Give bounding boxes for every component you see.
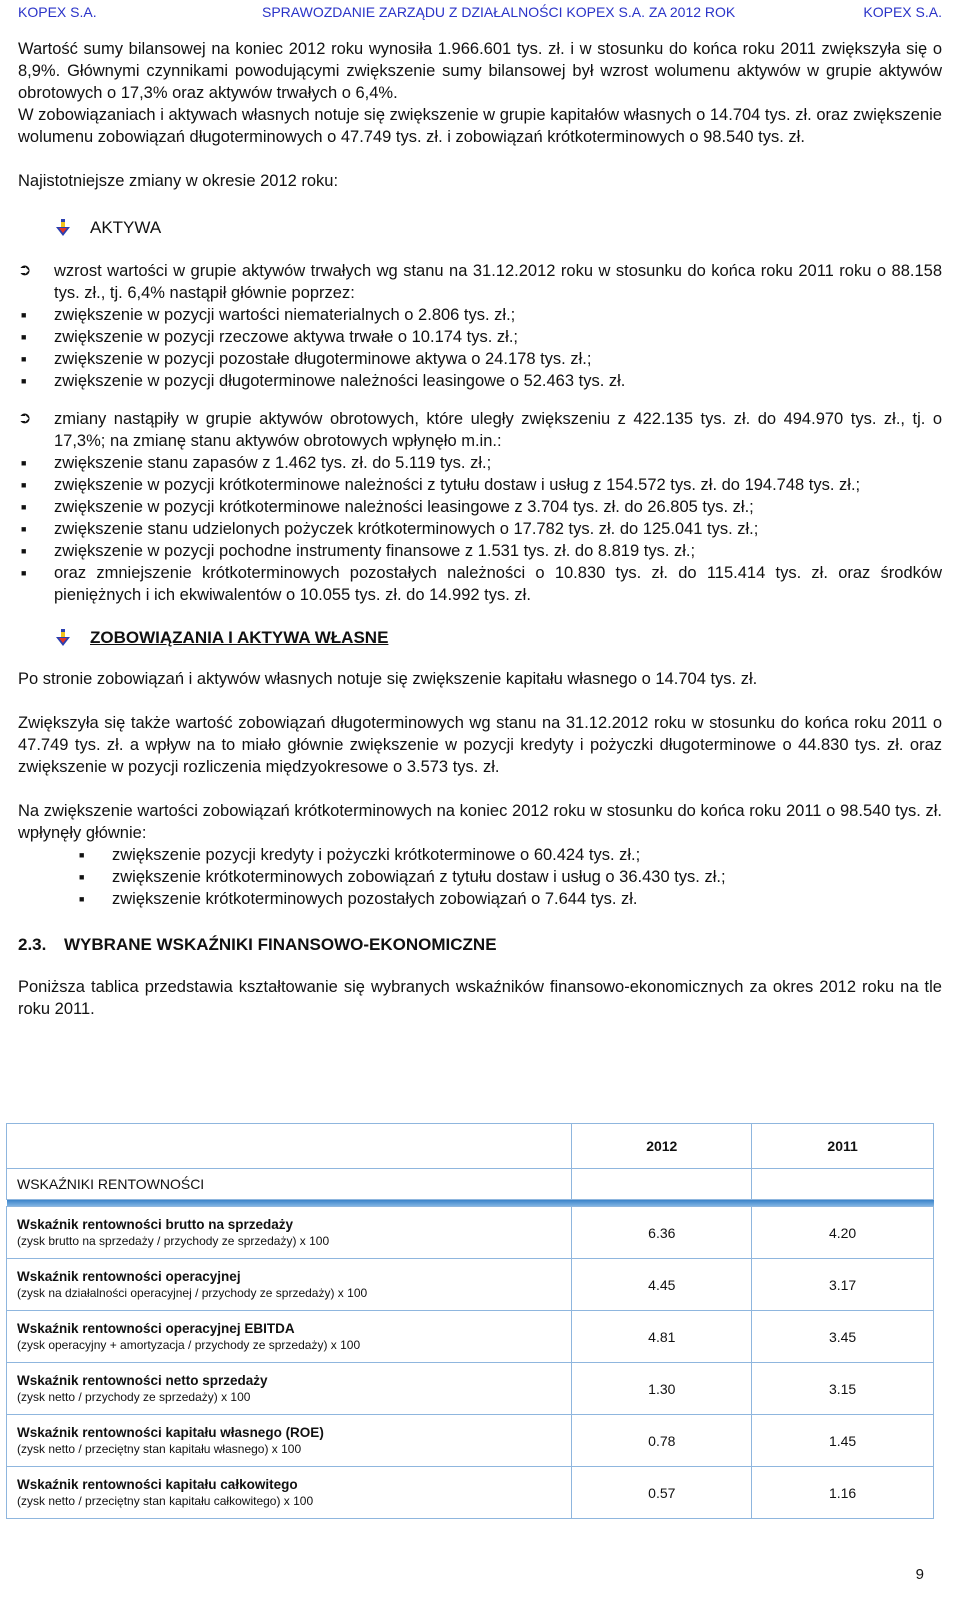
list-item: ■ zwiększenie w pozycji krótkoterminowe należności z tytułu dostaw i usług z 154.572 tys. zł. do 194.748 tys. zł.;: [18, 474, 942, 496]
list-item: ■ zwiększenie w pozycji krótkoterminowe należności leasingowe z 3.704 tys. zł. do 26.805 tys. zł.;: [18, 496, 942, 518]
list-item: ■ zwiększenie stanu zapasów z 1.462 tys. zł. do 5.119 tys. zł.;: [18, 452, 942, 474]
value-2012: 6.36: [572, 1207, 752, 1259]
table-row: [7, 1415, 934, 1467]
square-bullet-icon: ■: [21, 480, 27, 490]
indicator-formula: (zysk brutto na sprzedaży / przychody ze sprzedaży) x 100: [17, 1233, 330, 1248]
section-zobowiazania-heading: [56, 624, 942, 652]
aktywa-group-1: [18, 260, 942, 392]
indicator-name: Wskaźnik rentowności brutto na sprzedaży: [17, 1216, 294, 1232]
list-item: ■ zwiększenie w pozycji wartości niematerialnych o 2.806 tys. zł.;: [18, 304, 942, 326]
value-2011: 3.15: [752, 1363, 934, 1415]
zobowiazania-paragraph-2: Zwiększyła się także wartość zobowiązań długoterminowych wg stanu na 31.12.2012 roku w stosunku do końca roku 2011 o 47.749 tys. zł. a wpływ na to miało głównie zwiększenie w pozycji kredyty i pożyczki długoterminowe o 44.830 tys. zł. oraz zwiększenie w pozycji rozliczenia międzyokresowe o 3.573 tys. zł.: [18, 714, 942, 776]
intro-paragraph-3: Najistotniejsze zmiany w okresie 2012 roku:: [18, 172, 339, 190]
indicator-formula: (zysk netto / przeciętny stan kapitału całkowitego) x 100: [17, 1493, 314, 1508]
indicator-name: Wskaźnik rentowności kapitału własnego (ROE): [17, 1424, 324, 1440]
square-bullet-icon: ■: [79, 894, 85, 904]
list-item: ■ zwiększenie w pozycji pochodne instrumenty finansowe z 1.531 tys. zł. do 8.819 tys. zł.;: [18, 540, 942, 562]
square-bullet-icon: ■: [79, 872, 85, 882]
list-item: ■ zwiększenie w pozycji rzeczowe aktywa trwałe o 10.174 tys. zł.;: [18, 326, 942, 348]
indicator-name: Wskaźnik rentowności operacyjnej EBITDA: [17, 1320, 295, 1336]
indicator-name: Wskaźnik rentowności netto sprzedaży: [17, 1372, 268, 1388]
intro-paragraph-2: W zobowiązaniach i aktywach własnych notuje się zwiększenie w grupie kapitałów własnych o 14.704 tys. zł. oraz zwiększenie wolumenu zobowiązań długoterminowych o 47.749 tys. zł. i zobowiązań krótkoterminowych o 98.540 tys. zł.: [18, 106, 942, 146]
section-aktywa-heading: [56, 214, 942, 242]
section-zobowiazania-title: ZOBOWIĄZANIA I AKTYWA WŁASNE: [90, 628, 389, 647]
category-blank-cell: [572, 1169, 752, 1200]
list-item: ■ oraz zmniejszenie krótkoterminowych pozostałych należności o 10.830 tys. zł. do 115.414 tys. zł. oraz środków pieniężnych i ich ekwiwalentów o 10.055 tys. zł. do 14.992 tys. zł.: [18, 562, 942, 606]
table-row: [7, 1467, 934, 1519]
square-bullet-icon: ■: [21, 502, 27, 512]
value-2012: 4.81: [572, 1311, 752, 1363]
page-header: [0, 0, 960, 24]
table-row: [7, 1207, 934, 1259]
table-row: [7, 1363, 934, 1415]
section-2-3-intro: Poniższa tablica przedstawia kształtowanie się wybranych wskaźników finansowo-ekonomicznych za okres 2012 roku na tle roku 2011.: [18, 978, 942, 1018]
hook-arrow-icon: ➲: [18, 262, 32, 279]
year-2011-header: 2011: [752, 1124, 934, 1169]
aktywa-group-1-text: wzrost wartości w grupie aktywów trwałych wg stanu na 31.12.2012 roku w stosunku do końca roku 2011 roku o 88.158 tys. zł., tj. 6,4% nastąpił głównie poprzez:: [54, 262, 942, 302]
list-item: ■ zwiększenie krótkoterminowych pozostałych zobowiązań o 7.644 tys. zł.: [76, 888, 942, 910]
indicators-table: [6, 1123, 934, 1519]
document-body: [18, 38, 942, 1020]
value-2011: 4.20: [752, 1207, 934, 1259]
indicator-name: Wskaźnik rentowności kapitału całkowitego: [17, 1476, 298, 1492]
table-row: [7, 1311, 934, 1363]
value-2011: 1.45: [752, 1415, 934, 1467]
category-band: [7, 1200, 934, 1207]
value-2011: 3.17: [752, 1259, 934, 1311]
page-number: 9: [915, 1566, 924, 1583]
hook-arrow-icon: ➲: [18, 410, 32, 427]
category-label: WSKAŹNIKI RENTOWNOŚCI: [7, 1169, 572, 1200]
table-row: [7, 1259, 934, 1311]
list-item: ■ zwiększenie w pozycji pozostałe długoterminowe aktywa o 24.178 tys. zł.;: [18, 348, 942, 370]
zobowiazania-list: [76, 844, 942, 910]
value-2012: 1.30: [572, 1363, 752, 1415]
zobowiazania-paragraph-1: Po stronie zobowiązań i aktywów własnych notuje się zwiększenie kapitału własnego o 14.704 tys. zł.: [18, 670, 758, 688]
section-title: WYBRANE WSKAŹNIKI FINANSOWO-EKONOMICZNE: [64, 935, 497, 954]
value-2012: 0.78: [572, 1415, 752, 1467]
down-arrow-icon: [56, 629, 70, 647]
intro-paragraph-1: Wartość sumy bilansowej na koniec 2012 roku wynosiła 1.966.601 tys. zł. i w stosunku do końca roku 2011 zwiększyła się o 8,9%. Głównymi czynnikami powodującymi zwiększenie sumy bilansowej był wzrost wolumenu aktywów w grupie aktywów obrotowych o 17,3% oraz aktywów trwałych o 6,4%.: [18, 40, 942, 102]
section-aktywa-title: AKTYWA: [90, 218, 162, 237]
list-item: ■ zwiększenie krótkoterminowych zobowiązań z tytułu dostaw i usług o 36.430 tys. zł.;: [76, 866, 942, 888]
header-title: SPRAWOZDANIE ZARZĄDU Z DZIAŁALNOŚCI KOPEX S.A. ZA 2012 ROK: [262, 4, 736, 20]
square-bullet-icon: ■: [21, 354, 27, 364]
square-bullet-icon: ■: [21, 332, 27, 342]
value-2012: 0.57: [572, 1467, 752, 1519]
value-2011: 1.16: [752, 1467, 934, 1519]
aktywa-group-2-text: zmiany nastąpiły w grupie aktywów obrotowych, które uległy zwiększeniu z 422.135 tys. zł. do 494.970 tys. zł., tj. o 17,3%; na zmianę stanu aktywów obrotowych wpłynęło m.in.:: [54, 410, 942, 450]
value-2011: 3.45: [752, 1311, 934, 1363]
indicator-name: Wskaźnik rentowności operacyjnej: [17, 1268, 241, 1284]
header-blank-cell: [7, 1124, 572, 1169]
section-2-3-heading: [18, 934, 942, 956]
header-right: KOPEX S.A.: [863, 4, 942, 20]
category-blank-cell: [752, 1169, 934, 1200]
square-bullet-icon: ■: [79, 850, 85, 860]
zobowiazania-paragraph-3: Na zwiększenie wartości zobowiązań krótkoterminowych na koniec 2012 roku w stosunku do końca roku 2011 o 98.540 tys. zł. wpłynęły głównie:: [18, 802, 942, 842]
down-arrow-icon: [56, 219, 70, 237]
square-bullet-icon: ■: [21, 568, 27, 578]
header-left: KOPEX S.A.: [18, 4, 97, 20]
indicator-formula: (zysk na działalności operacyjnej / przychody ze sprzedaży) x 100: [17, 1285, 368, 1300]
list-item: ■ zwiększenie pozycji kredyty i pożyczki krótkoterminowe o 60.424 tys. zł.;: [76, 844, 942, 866]
aktywa-group-2: [18, 408, 942, 606]
value-2012: 4.45: [572, 1259, 752, 1311]
square-bullet-icon: ■: [21, 524, 27, 534]
square-bullet-icon: ■: [21, 458, 27, 468]
indicator-formula: (zysk netto / przeciętny stan kapitału własnego) x 100: [17, 1441, 302, 1456]
square-bullet-icon: ■: [21, 310, 27, 320]
section-number: 2.3.: [18, 935, 47, 954]
list-item: ■ zwiększenie w pozycji długoterminowe należności leasingowe o 52.463 tys. zł.: [18, 370, 942, 392]
square-bullet-icon: ■: [21, 376, 27, 386]
indicator-formula: (zysk netto / przychody ze sprzedaży) x 100: [17, 1389, 251, 1404]
indicator-formula: (zysk operacyjny + amortyzacja / przychody ze sprzedaży) x 100: [17, 1337, 361, 1352]
year-2012-header: 2012: [572, 1124, 752, 1169]
square-bullet-icon: ■: [21, 546, 27, 556]
aktywa-group-2-list: [18, 452, 942, 606]
aktywa-group-1-list: [18, 304, 942, 392]
list-item: ■ zwiększenie stanu udzielonych pożyczek krótkoterminowych o 17.782 tys. zł. do 125.041 tys. zł.;: [18, 518, 942, 540]
